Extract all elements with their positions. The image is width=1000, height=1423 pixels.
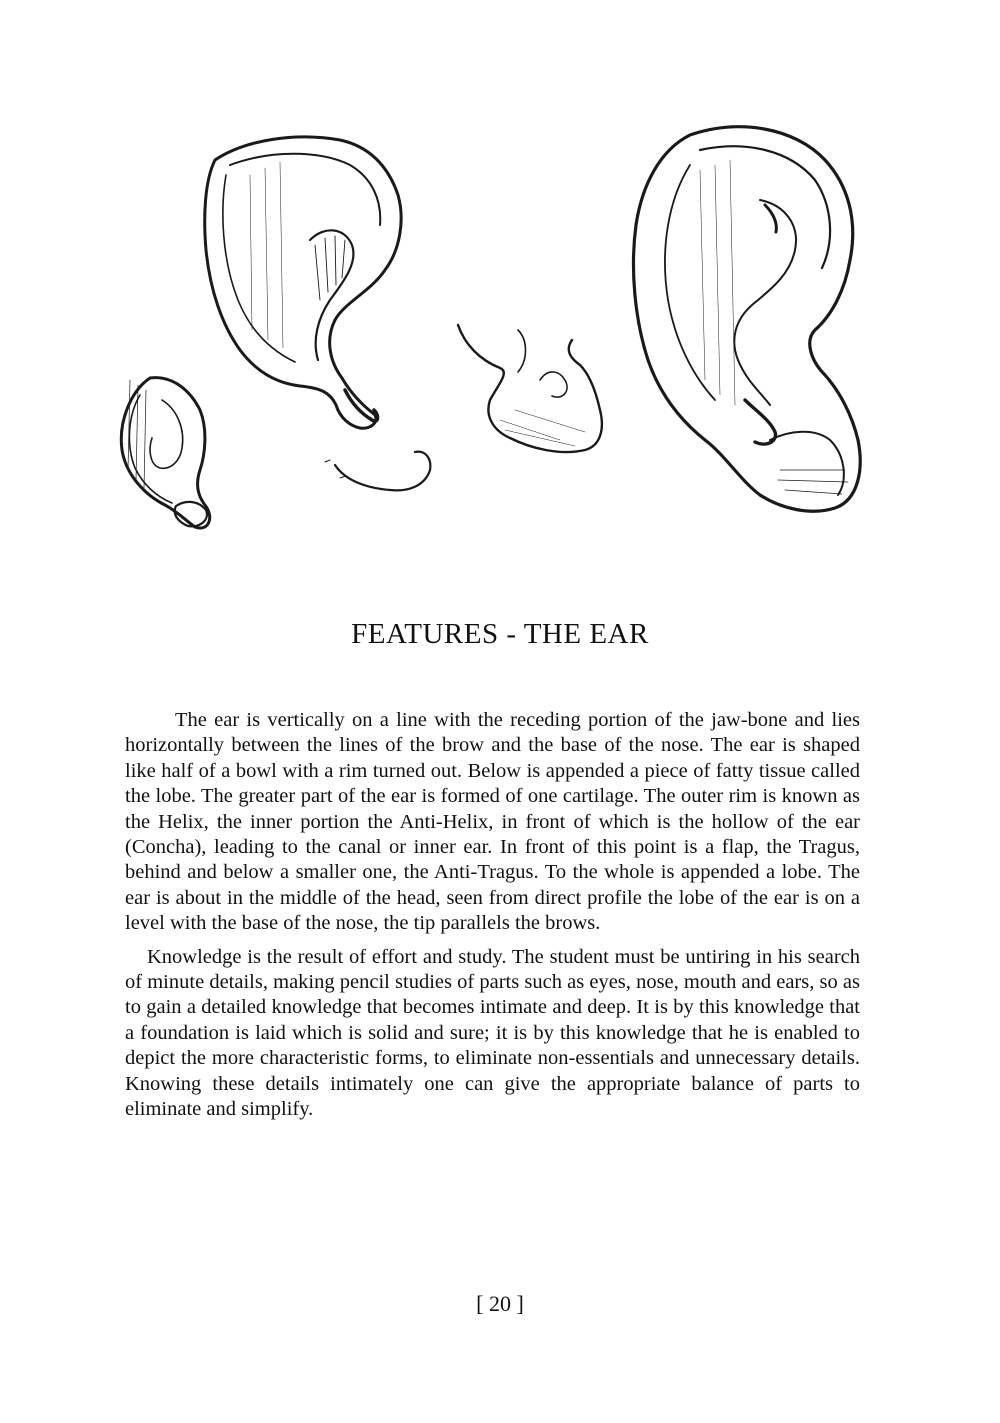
page-number: [ 20 ] [476,1291,524,1316]
paragraph-knowledge: Knowledge is the result of effort and study. The student must be untiring in his search of minute details, making pencil studies of parts such as eyes, nose, mouth and ears, so as to gain a detailed knowledge that becomes intimate and deep. It is by this knowledge that a foundation is laid which is solid and sure; it is by this knowledge that he is enabled to depict the more characteristic forms, to eliminate non-essentials and unnecessary details. Knowing these details intimately one can give the appropriate balance of parts to eliminate and simplify. [125,945,860,1121]
ear-illustrations [0,0,1000,600]
ear-sketch-center-left [205,137,401,428]
small-ear-sketch [121,378,209,528]
body-text [125,708,860,1123]
ear-lobe-fragment-sketch [325,452,430,491]
page-title: FEATURES - THE EAR [351,618,649,650]
ear-lobe-sketch-center [458,325,602,452]
large-ear-sketch-right [633,127,860,511]
paragraph-ear-anatomy: The ear is vertically on a line with the receding portion of the jaw-bone and lies horizontally between the lines of the brow and the base of the nose. The ear is shaped like half of a bowl with a rim turned out. Below is appended a piece of fatty tissue called the lobe. The greater part of the ear is formed of one cartilage. The outer rim is known as the Helix, the inner portion the Anti-Helix, in front of which is the hollow of the ear (Concha), leading to the canal or inner ear. In front of this point is a flap, the Tragus, behind and below a smaller one, the Anti-Tragus. To the whole is appended a lobe. The ear is about in the middle of the head, seen from direct profile the lobe of the ear is on a level with the base of the nose, the tip parallels the brows. [125,709,860,935]
